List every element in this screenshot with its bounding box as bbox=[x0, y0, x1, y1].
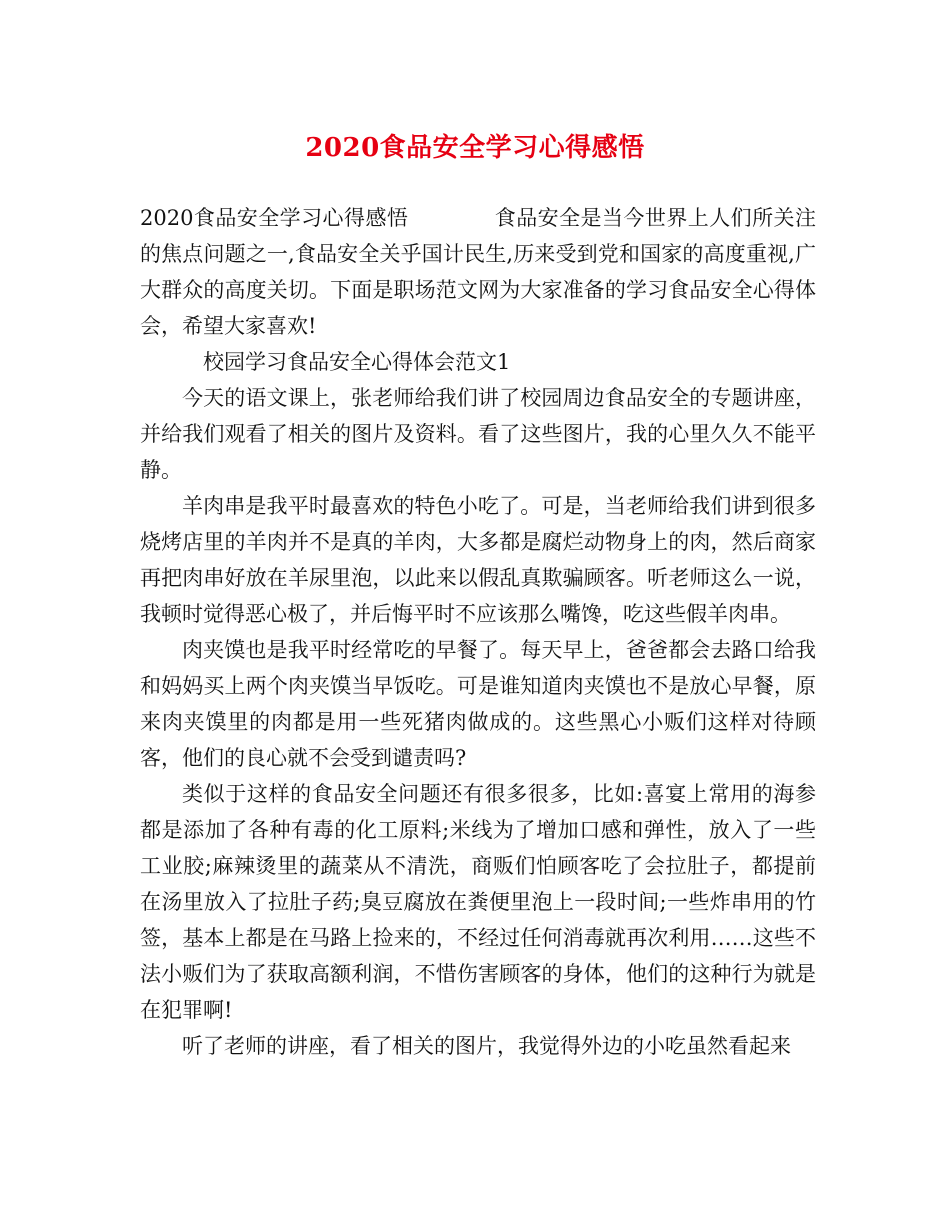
section-subheading: 校园学习食品安全心得体会范文1 bbox=[203, 350, 511, 374]
body-paragraph-4: 类似于这样的食品安全问题还有很多很多，比如:喜宴上常用的海参都是添加了各种有毒的化工原料;米线为了增加口感和弹性，放入了一些工业胶;麻辣烫里的蔬菜从不清洗，商贩们怕顾客吃了会拉肚子，都提前在汤里放入了拉肚子药;臭豆腐放在粪便里泡上一段时间;一些炸串用的竹签，基本上都是在马路上捡来的，不经过任何消毒就再次利用……这些不法小贩们为了获取高额利润，不惜伤害顾客的身体，他们的这种行为就是在犯罪啊! bbox=[140, 782, 816, 1022]
body-paragraph-2: 羊肉串是我平时最喜欢的特色小吃了。可是，当老师给我们讲到很多烧烤店里的羊肉并不是真的羊肉，大多都是腐烂动物身上的肉，然后商家再把肉串好放在羊尿里泡，以此来以假乱真欺骗顾客。听老师这么一说，我顿时觉得恶心极了，并后悔平时不应该那么嘴馋，吃这些假羊肉串。 bbox=[140, 494, 816, 626]
intro-lead: 2020食品安全学习心得感悟 bbox=[140, 206, 409, 230]
body-paragraph-1: 今天的语文课上，张老师给我们讲了校园周边食品安全的专题讲座，并给我们观看了相关的图片及资料。看了这些图片，我的心里久久不能平静。 bbox=[140, 386, 816, 482]
intro-text: 食品安全是当今世界上人们所关注的焦点问题之一,食品安全关乎国计民生,历来受到党和国家的高度重视,广大群众的高度关切。下面是职场范文网为大家准备的学习食品安全心得体会，希望大家喜欢! bbox=[140, 206, 816, 338]
body-paragraph-3: 肉夹馍也是我平时经常吃的早餐了。每天早上，爸爸都会去路口给我和妈妈买上两个肉夹馍当早饭吃。可是谁知道肉夹馍也不是放心早餐，原来肉夹馍里的肉都是用一些死猪肉做成的。这些黑心小贩们这样对待顾客，他们的良心就不会受到谴责吗? bbox=[140, 638, 816, 770]
intro-paragraph bbox=[140, 200, 816, 344]
body-paragraph-5: 听了老师的讲座，看了相关的图片，我觉得外边的小吃虽然看起来 bbox=[182, 1034, 791, 1058]
document-title: 2020食品安全学习心得感悟 bbox=[305, 133, 645, 163]
document-body bbox=[140, 200, 816, 1064]
